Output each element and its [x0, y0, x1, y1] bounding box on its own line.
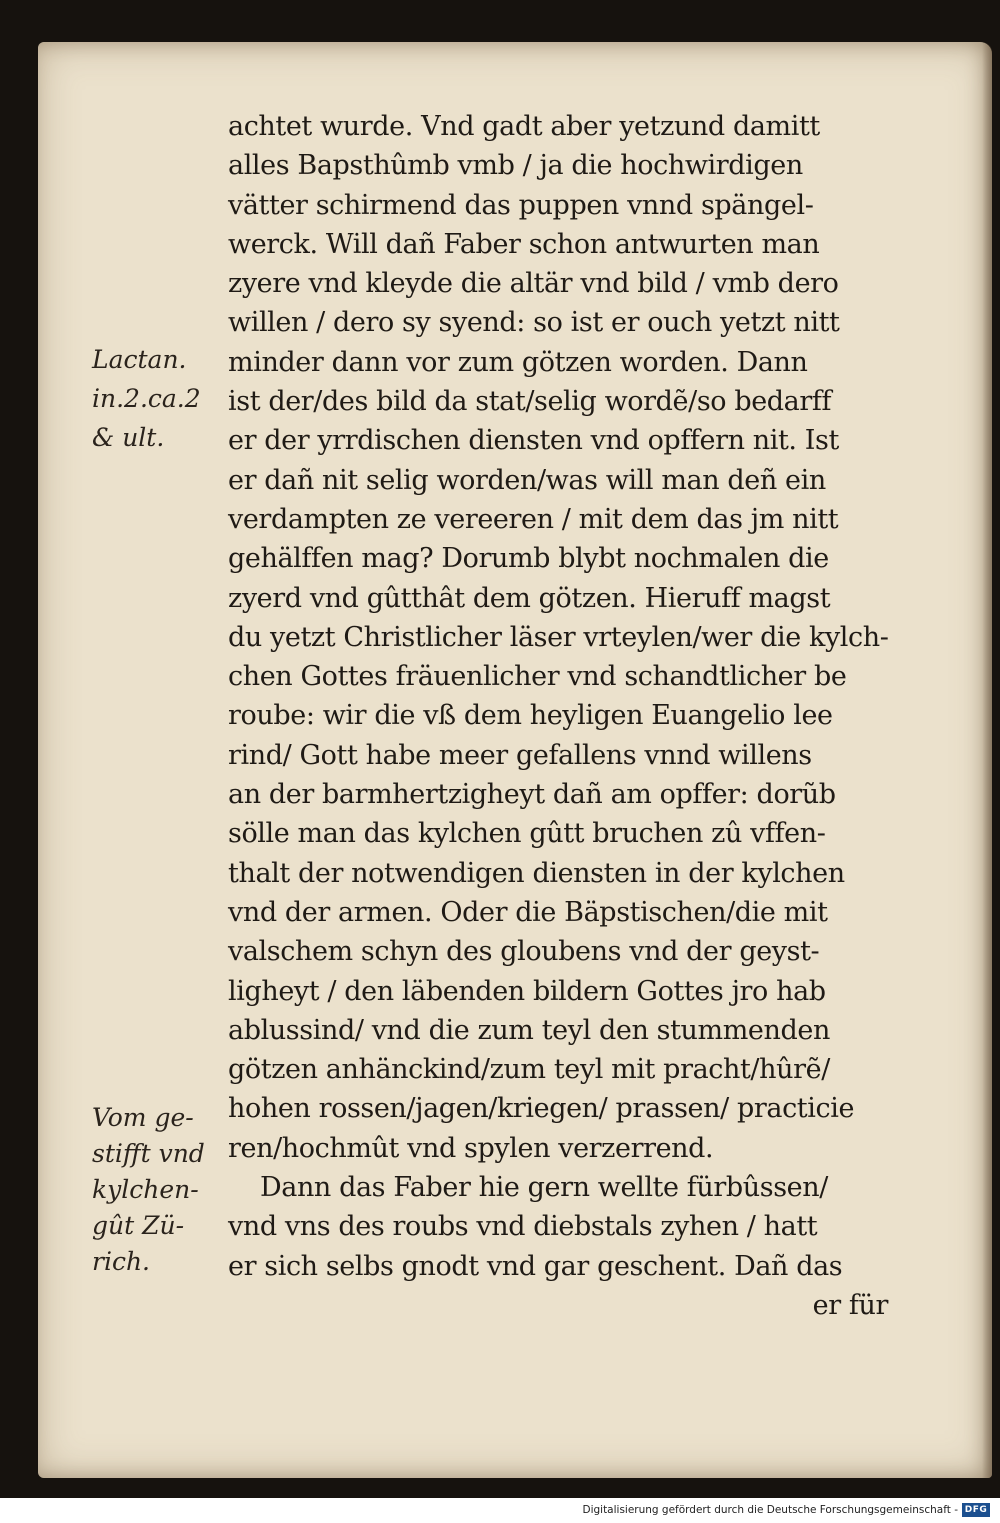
marginal-note-line: gût Zü-	[92, 1211, 185, 1240]
text-line-10: er dañ nit selig worden/was will man deñ ein	[228, 464, 826, 496]
text-line-16: roube: wir die vß dem heyligen Euangelio lee	[228, 700, 833, 732]
text-line-6: willen / dero sy syend: so ist er ouch yetzt nitt	[228, 307, 840, 339]
text-line-11: verdampten ze vereeren / mit dem das jm nitt	[228, 503, 839, 535]
text-line-17: rind/ Gott habe meer gefallens vnnd willens	[228, 739, 812, 771]
marginal-note-church-goods	[92, 1100, 205, 1280]
marginal-note-line: kylchen-	[92, 1175, 199, 1204]
text-line-8: ist der/des bild da stat/selig wordẽ/so bedarff	[228, 386, 832, 418]
text-line-23: ligheyt / den läbenden bildern Gottes jro hab	[228, 975, 826, 1007]
text-line-9: er der yrrdischen diensten vnd opffern nit. Ist	[228, 425, 839, 457]
dfg-logo-icon: DFG	[962, 1503, 990, 1517]
book-page	[38, 42, 992, 1478]
text-line-5: zyere vnd kleyde die altär vnd bild / vmb dero	[228, 268, 839, 300]
text-line-22: valschem schyn des gloubens vnd der geyst-	[228, 936, 820, 968]
main-text-block	[228, 107, 888, 1325]
text-line-18: an der barmhertzigheyt dañ am opffer: dorũb	[228, 779, 836, 811]
marginal-note-lactantius	[92, 340, 201, 457]
marginal-note-line: Vom ge-	[92, 1103, 194, 1132]
text-line-29: vnd vns des roubs vnd diebstals zyhen / hatt	[228, 1211, 818, 1243]
text-line-12: gehälffen mag? Dorumb blybt nochmalen die	[228, 543, 829, 575]
text-line-30: er sich selbs gnodt vnd gar geschent. Dañ das	[228, 1250, 843, 1282]
text-line-2: alles Bapsthûmb vmb / ja die hochwirdigen	[228, 150, 803, 182]
text-line-20: thalt der notwendigen diensten in der kylchen	[228, 857, 845, 889]
text-line-1: achtet wurde. Vnd gadt aber yetzund damitt	[228, 111, 820, 142]
text-line-24: ablussind/ vnd die zum teyl den stummenden	[228, 1014, 830, 1046]
text-line-19: sölle man das kylchen gûtt bruchen zû vffen-	[228, 818, 826, 850]
text-line-14: du yetzt Christlicher läser vrteylen/wer die kylch-	[228, 621, 889, 653]
marginal-note-line: Lactan.	[92, 345, 187, 374]
page-edge-shadow	[982, 42, 992, 1478]
funding-credit: Digitalisierung gefördert durch die Deutsche Forschungsgemeinschaft -	[582, 1504, 958, 1516]
text-line-27: ren/hochmût vnd spylen verzerrend.	[228, 1132, 714, 1164]
text-line-4: werck. Will dañ Faber schon antwurten man	[228, 228, 820, 260]
text-line-25: götzen anhänckind/zum teyl mit pracht/hûrẽ/	[228, 1054, 830, 1086]
marginal-note-line: in.2.ca.2	[92, 384, 201, 413]
catchword: er für	[812, 1289, 888, 1321]
marginal-note-line: & ult.	[92, 423, 165, 452]
text-line-3: vätter schirmend das puppen vnnd spängel-	[228, 189, 814, 221]
text-line-13: zyerd vnd gûtthât dem götzen. Hieruff magst	[228, 582, 831, 614]
text-line-26: hohen rossen/jagen/kriegen/ prassen/ practicie	[228, 1093, 855, 1125]
text-line-7: minder dann vor zum götzen worden. Dann	[228, 346, 808, 378]
text-line-15: chen Gottes fräuenlicher vnd schandtlicher be	[228, 661, 847, 693]
marginal-note-line: rich.	[92, 1247, 150, 1276]
text-line-28: Dann das Faber hie gern wellte fürbûssen/	[260, 1172, 828, 1204]
digitization-footer	[0, 1498, 1000, 1523]
text-line-21: vnd der armen. Oder die Bäpstischen/die mit	[228, 896, 828, 928]
marginal-note-line: stifft vnd	[92, 1139, 205, 1168]
